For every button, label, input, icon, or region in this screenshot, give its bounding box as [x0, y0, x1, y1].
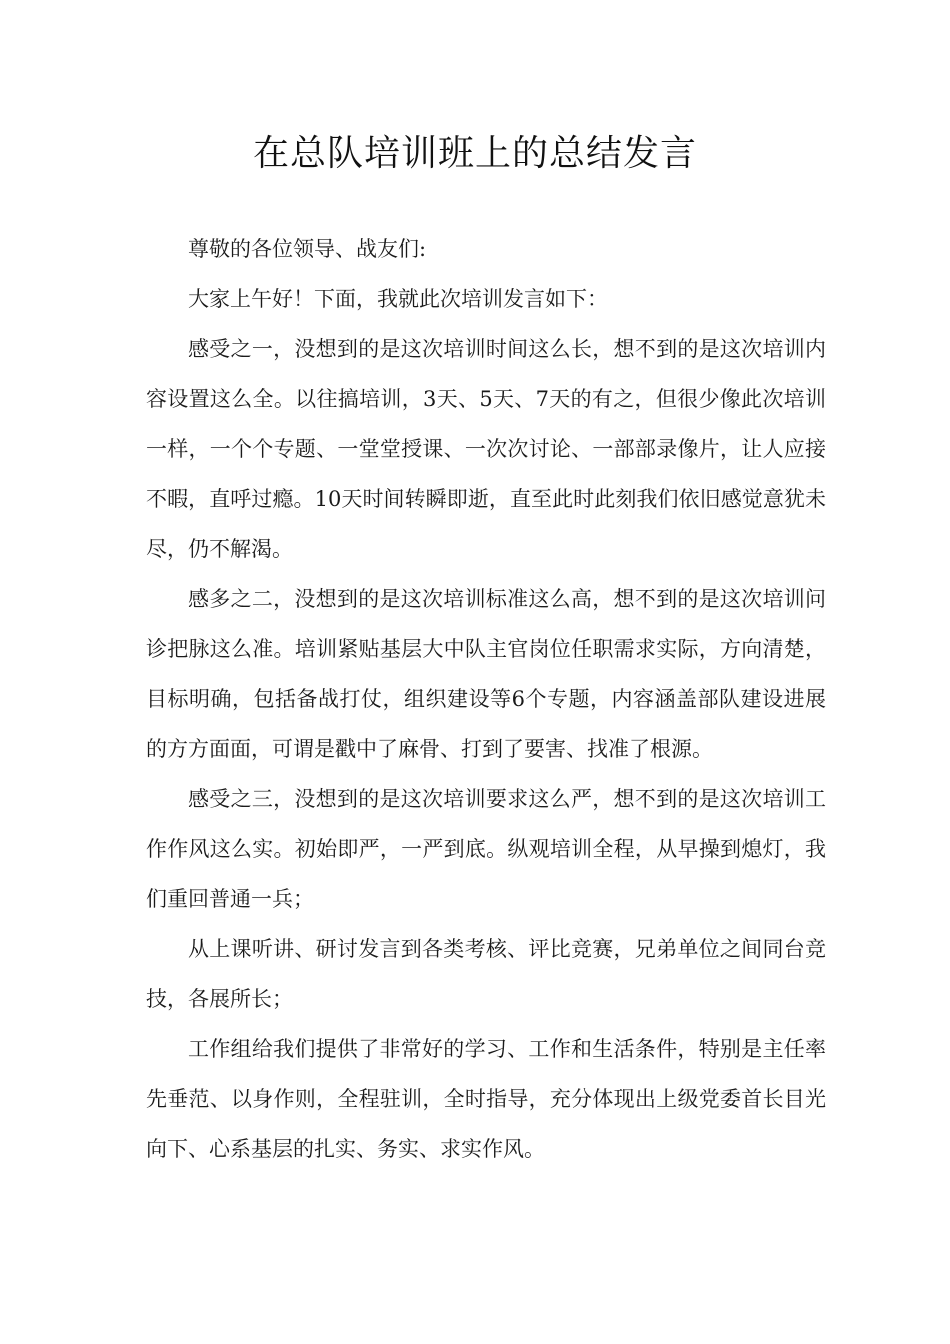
paragraph-greeting: 大家上午好！下面，我就此次培训发言如下：	[188, 287, 608, 311]
paragraph-work-group: 工作组给我们提供了非常好的学习、工作和生活条件，特别是主任率先垂范、以身作则，全程驻训，全时指导，充分体现出上级党委首长目光向下、心系基层的扎实、务实、求实作风。	[146, 1037, 826, 1161]
document-title: 在总队培训班上的总结发言	[252, 133, 697, 174]
paragraph-feeling-three: 感受之三，没想到的是这次培训要求这么严，想不到的是这次培训工作作风这么实。初始即严，一严到底。纵观培训全程，从早操到熄灯，我们重回普通一兵；	[146, 787, 826, 911]
paragraph-feeling-one: 感受之一，没想到的是这次培训时间这么长，想不到的是这次培训内容设置这么全。以往搞培训，3天、5天、7天的有之，但很少像此次培训一样，一个个专题、一堂堂授课、一次次讨论、一部部录像片，让人应接不暇，直呼过瘾。10天时间转瞬即逝，直至此时此刻我们依旧感觉意犹未尽，仍不解渴。	[146, 337, 826, 561]
document-body	[146, 224, 826, 1174]
paragraph-competition: 从上课听讲、研讨发言到各类考核、评比竞赛，兄弟单位之间同台竞技，各展所长；	[146, 937, 826, 1011]
paragraph-feeling-two: 感多之二，没想到的是这次培训标准这么高，想不到的是这次培训问诊把脉这么准。培训紧贴基层大中队主官岗位任职需求实际，方向清楚，目标明确，包括备战打仗，组织建设等6个专题，内容涵盖部队建设进展的方方面面，可谓是戳中了麻骨、打到了要害、找准了根源。	[146, 587, 826, 761]
paragraph-salutation: 尊敬的各位领导、战友们:	[188, 237, 427, 261]
